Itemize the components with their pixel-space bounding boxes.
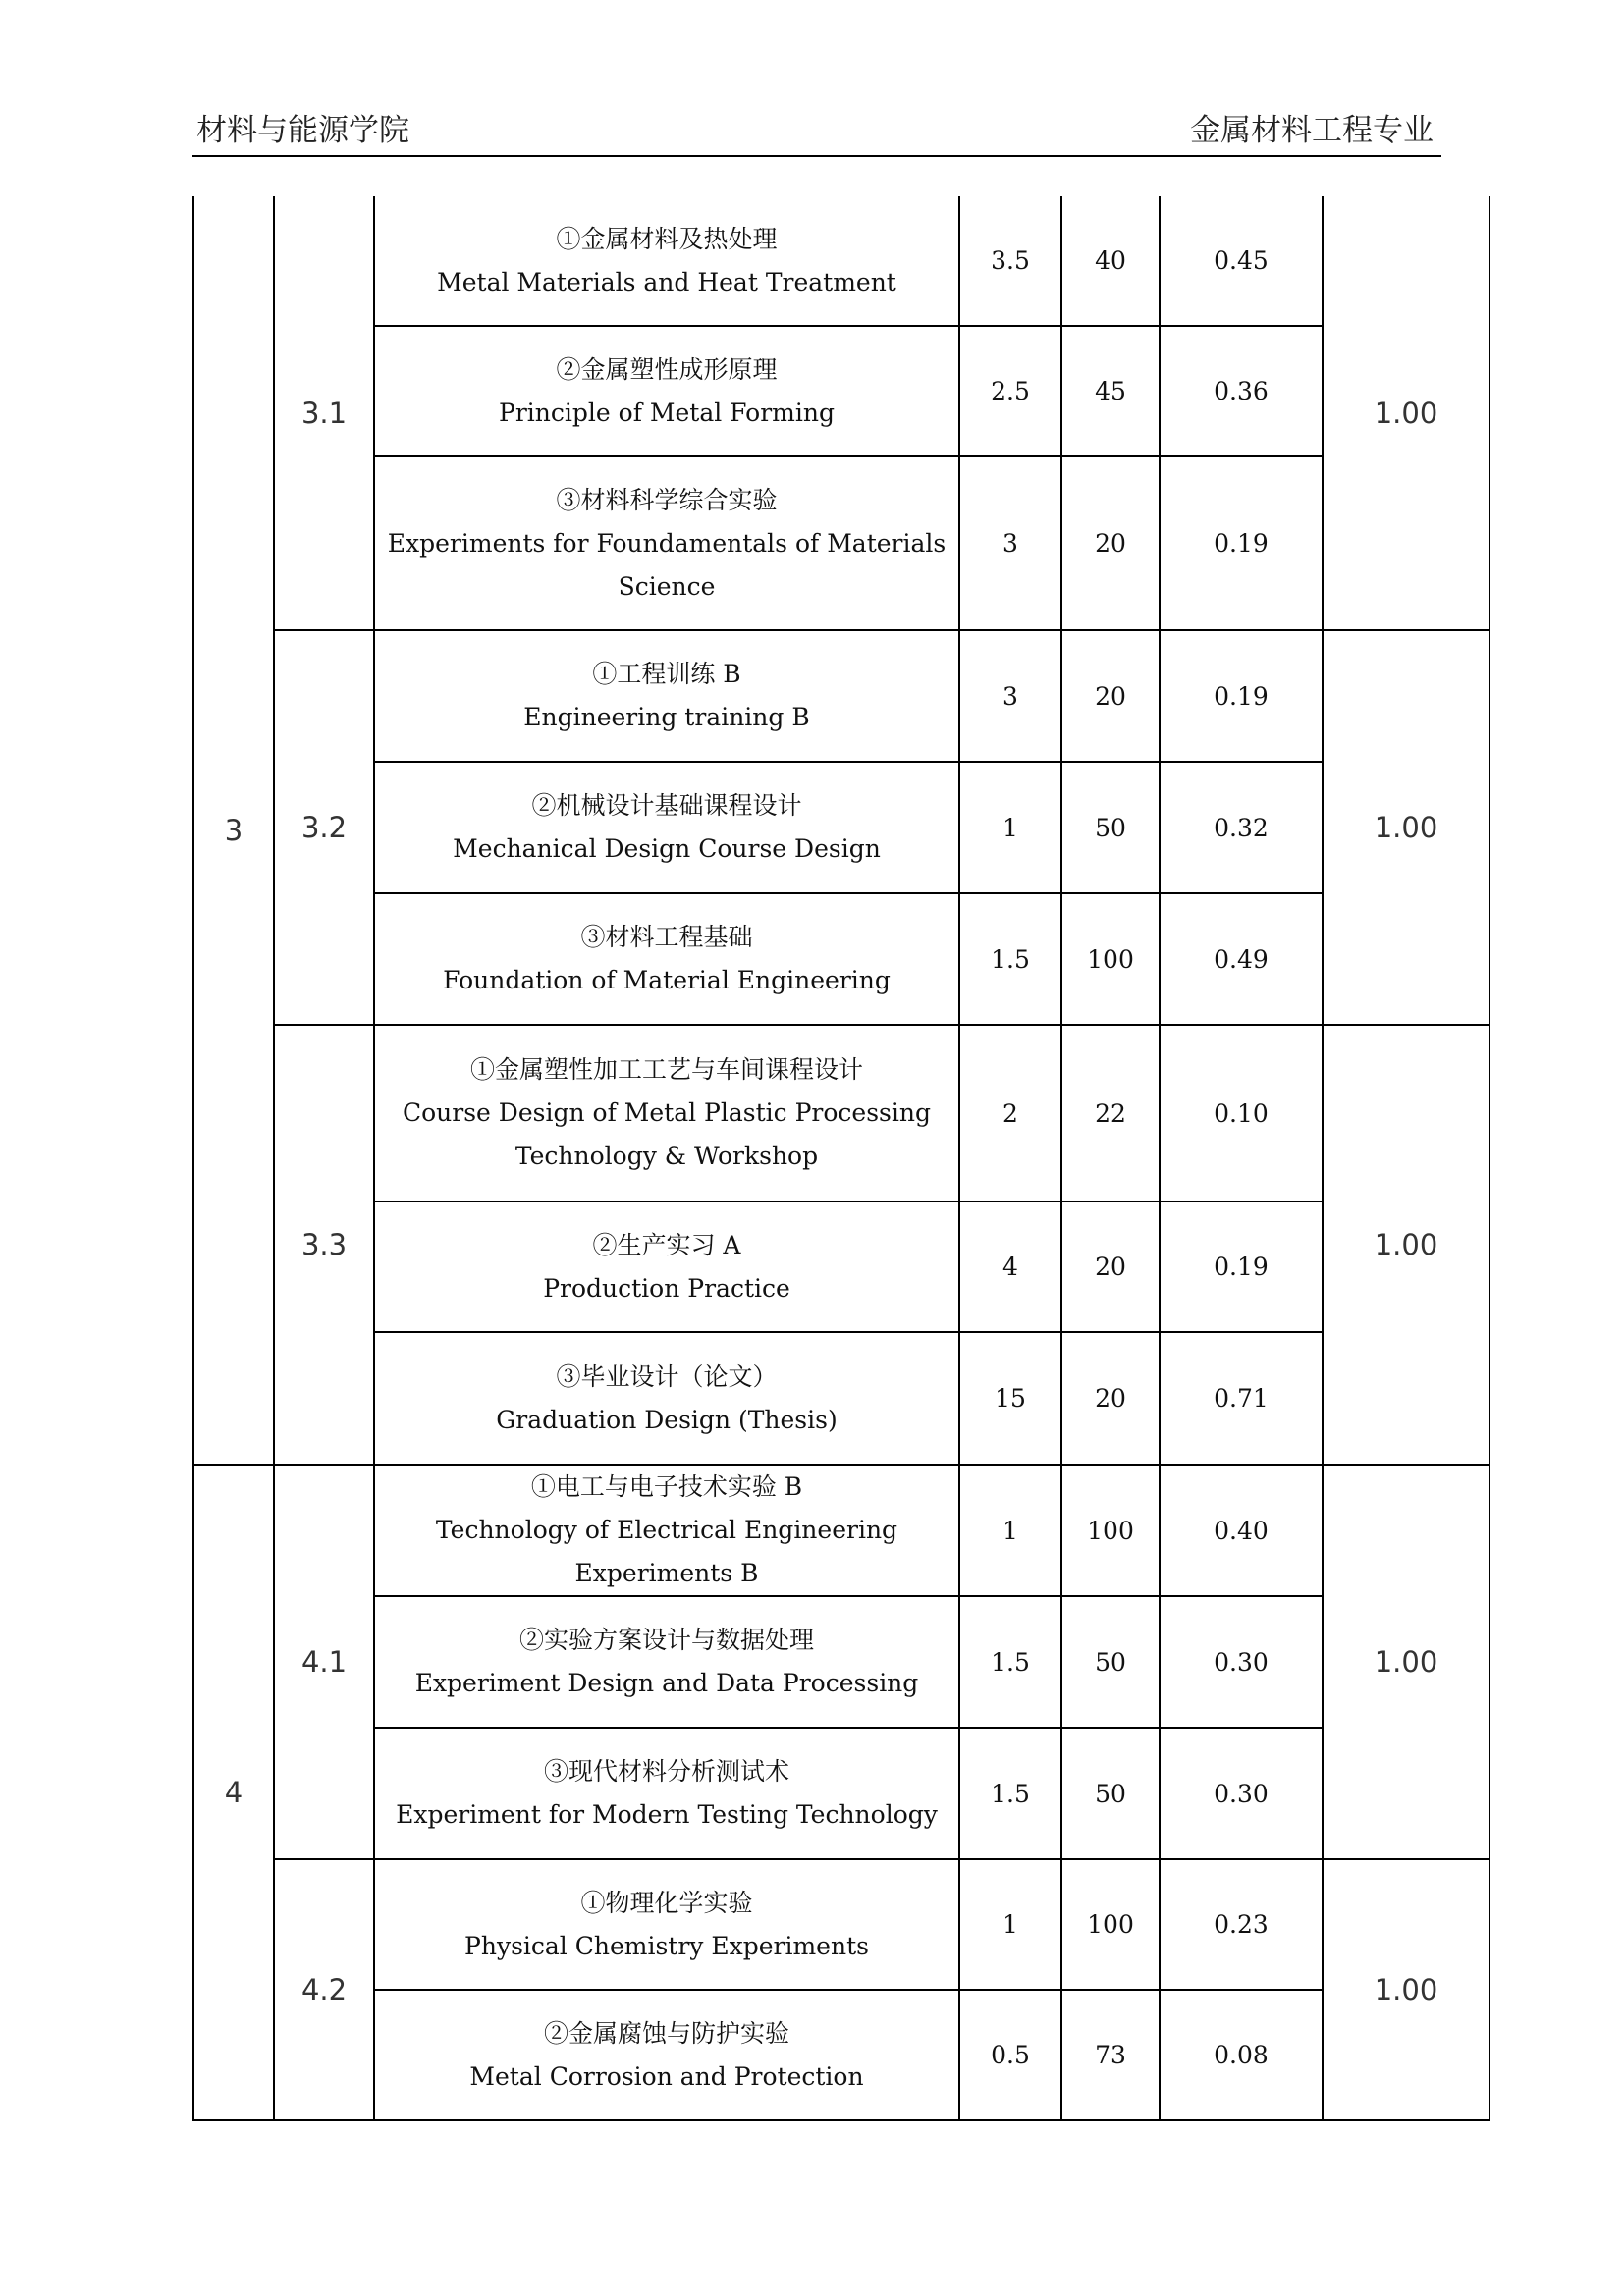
course-weight: 0.23 <box>1160 1859 1323 1990</box>
course-name-en: Foundation of Material Engineering <box>443 966 891 994</box>
course-weight: 0.32 <box>1160 762 1323 893</box>
table-row <box>193 893 1489 1025</box>
school-name: 材料与能源学院 <box>196 113 409 148</box>
course-name <box>374 1332 959 1465</box>
course-name-cn: ①金属材料及热处理 <box>556 224 778 253</box>
course-name <box>374 1728 959 1859</box>
course-name-cn: ②实验方案设计与数据处理 <box>518 1626 814 1654</box>
course-name-en: Production Practice <box>543 1273 790 1303</box>
course-name-cn: ①工程训练 B <box>592 660 741 688</box>
course-name-en: Metal Materials and Heat Treatment <box>437 267 896 296</box>
course-name-cn: ①电工与电子技术实验 B <box>530 1472 803 1501</box>
course-weight: 0.30 <box>1160 1596 1323 1728</box>
course-weight: 0.19 <box>1160 1201 1323 1332</box>
course-weight: 0.08 <box>1160 1990 1323 2120</box>
course-score: 20 <box>1061 1332 1160 1465</box>
course-name <box>374 1859 959 1990</box>
course-name-en: Experiments for Foundamentals of Materials Science <box>387 528 947 601</box>
course-score: 100 <box>1061 1859 1160 1990</box>
table-row <box>193 1201 1489 1332</box>
course-credit: 3 <box>959 456 1061 630</box>
course-credit: 1.5 <box>959 893 1061 1025</box>
course-credit: 3 <box>959 630 1061 762</box>
table-row <box>193 196 1489 326</box>
course-name-en: Engineering training B <box>523 703 810 731</box>
course-name <box>374 762 959 893</box>
course-name-cn: ②机械设计基础课程设计 <box>531 791 802 820</box>
course-name-cn: ①金属塑性加工工艺与车间课程设计 <box>469 1055 863 1084</box>
course-credit: 1.5 <box>959 1728 1061 1859</box>
table-row <box>193 1332 1489 1465</box>
course-score: 45 <box>1061 326 1160 456</box>
course-score: 22 <box>1061 1025 1160 1201</box>
sub-requirement-id: 3.1 <box>274 196 374 630</box>
course-weight: 0.49 <box>1160 893 1323 1025</box>
course-score: 40 <box>1061 196 1160 326</box>
weight-sum: 1.00 <box>1323 1859 1489 2120</box>
requirement-number: 3 <box>193 196 274 1465</box>
course-name-en: Principle of Metal Forming <box>499 398 835 427</box>
course-name-en: Mechanical Design Course Design <box>453 834 881 863</box>
course-name-en: Metal Corrosion and Protection <box>469 2061 864 2091</box>
course-name-cn: ③毕业设计（论文） <box>556 1362 778 1391</box>
course-credit: 1 <box>959 1859 1061 1990</box>
table-row <box>193 326 1489 456</box>
course-weight: 0.19 <box>1160 456 1323 630</box>
course-name-cn: ③现代材料分析测试术 <box>543 1757 789 1786</box>
course-name <box>374 1025 959 1201</box>
course-credit: 1.5 <box>959 1596 1061 1728</box>
course-weight: 0.40 <box>1160 1465 1323 1596</box>
course-name <box>374 630 959 762</box>
course-credit: 2.5 <box>959 326 1061 456</box>
table-row <box>193 1728 1489 1859</box>
weight-sum: 1.00 <box>1323 630 1489 1025</box>
weight-sum: 1.00 <box>1323 1465 1489 1859</box>
course-credit: 2 <box>959 1025 1061 1201</box>
course-name-en: Physical Chemistry Experiments <box>464 1931 869 1960</box>
requirement-number: 4 <box>193 1465 274 2120</box>
course-credit: 3.5 <box>959 196 1061 326</box>
course-credit: 0.5 <box>959 1990 1061 2120</box>
course-credit: 4 <box>959 1201 1061 1332</box>
table-row <box>193 762 1489 893</box>
course-weight: 0.45 <box>1160 196 1323 326</box>
course-name-cn: ②金属腐蚀与防护实验 <box>543 2018 789 2048</box>
course-score: 50 <box>1061 1728 1160 1859</box>
course-name <box>374 326 959 456</box>
course-name <box>374 1596 959 1728</box>
course-weight: 0.19 <box>1160 630 1323 762</box>
course-score: 100 <box>1061 1465 1160 1596</box>
page-header <box>192 110 1441 157</box>
course-name <box>374 456 959 630</box>
sub-requirement-id: 3.3 <box>274 1025 374 1465</box>
course-credit: 1 <box>959 762 1061 893</box>
course-weight: 0.71 <box>1160 1332 1323 1465</box>
course-name <box>374 1990 959 2120</box>
major-name: 金属材料工程专业 <box>1190 113 1434 148</box>
course-credit: 15 <box>959 1332 1061 1465</box>
course-name-cn: ②生产实习 A <box>592 1230 741 1259</box>
table-row <box>193 1025 1489 1201</box>
course-name <box>374 1465 959 1596</box>
table-row <box>193 630 1489 762</box>
course-name-cn: ③材料工程基础 <box>580 923 753 951</box>
course-name <box>374 1201 959 1332</box>
course-score: 20 <box>1061 1201 1160 1332</box>
course-name-en: Experiment Design and Data Processing <box>414 1669 919 1697</box>
course-name-en: Technology of Electrical Engineering Experiments B <box>435 1516 898 1587</box>
table-row <box>193 1596 1489 1728</box>
course-weight: 0.10 <box>1160 1025 1323 1201</box>
course-score: 100 <box>1061 893 1160 1025</box>
weight-sum: 1.00 <box>1323 196 1489 630</box>
course-score: 20 <box>1061 456 1160 630</box>
table-row <box>193 1859 1489 1990</box>
sub-requirement-id: 3.2 <box>274 630 374 1025</box>
sub-requirement-id: 4.1 <box>274 1465 374 1859</box>
course-support-matrix <box>192 196 1490 2121</box>
course-name <box>374 893 959 1025</box>
course-name-en: Experiment for Modern Testing Technology <box>396 1800 938 1829</box>
table-row <box>193 1990 1489 2120</box>
course-name-en: Course Design of Metal Plastic Processing Technology & Workshop <box>403 1098 931 1170</box>
course-name <box>374 196 959 326</box>
sub-requirement-id: 4.2 <box>274 1859 374 2120</box>
weight-sum: 1.00 <box>1323 1025 1489 1465</box>
table-row <box>193 456 1489 630</box>
course-name-en: Graduation Design (Thesis) <box>496 1405 838 1434</box>
course-name-cn: ②金属塑性成形原理 <box>556 354 778 384</box>
course-score: 50 <box>1061 1596 1160 1728</box>
course-name-cn: ③材料科学综合实验 <box>556 485 778 514</box>
course-score: 20 <box>1061 630 1160 762</box>
course-score: 50 <box>1061 762 1160 893</box>
course-weight: 0.36 <box>1160 326 1323 456</box>
table-row <box>193 1465 1489 1596</box>
course-weight: 0.30 <box>1160 1728 1323 1859</box>
course-name-cn: ①物理化学实验 <box>580 1888 753 1917</box>
course-credit: 1 <box>959 1465 1061 1596</box>
course-score: 73 <box>1061 1990 1160 2120</box>
